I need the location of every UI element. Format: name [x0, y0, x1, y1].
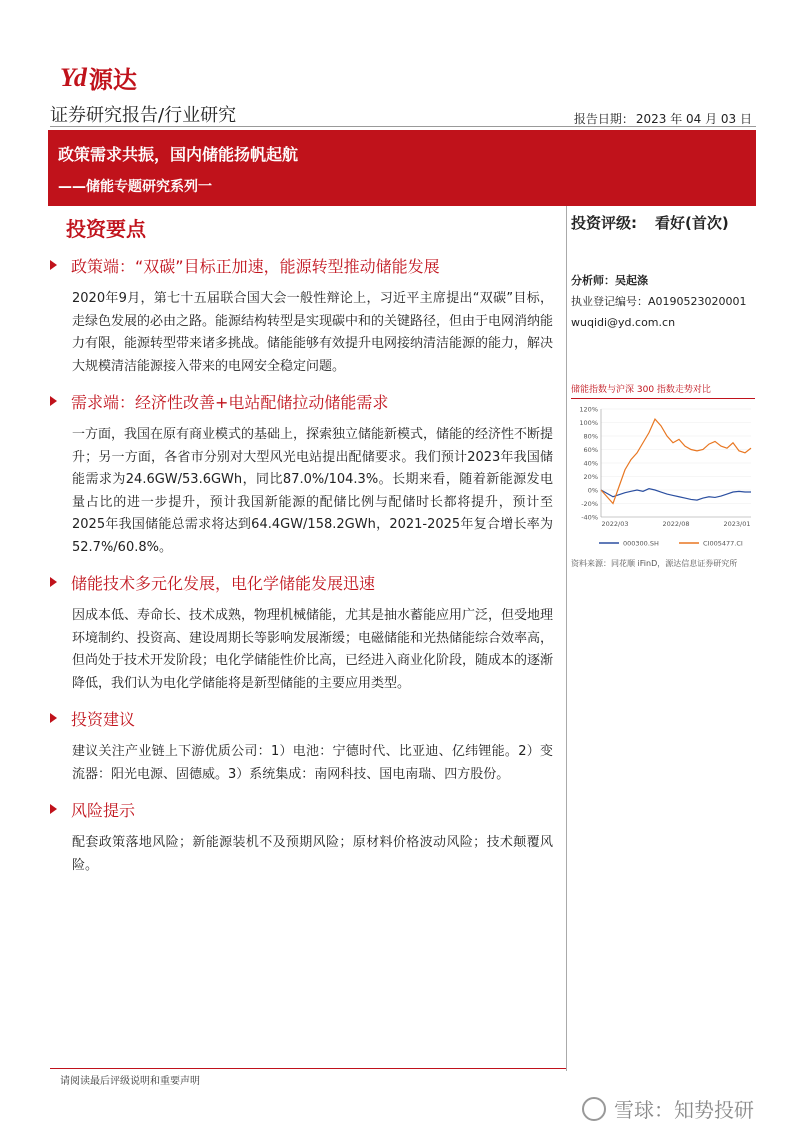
y-tick-label: -20%: [581, 500, 598, 508]
chart-plot: [571, 399, 755, 559]
legend-label: 000300.SH: [623, 539, 659, 548]
arrow-bullet-icon: [50, 577, 57, 587]
title-banner: [48, 130, 756, 206]
analyst-email: wuqidi@yd.com.cn: [571, 316, 676, 329]
y-tick-label: 20%: [583, 473, 598, 481]
key-point-title: [48, 386, 553, 416]
key-point-title: [48, 703, 553, 733]
series-line-1: [601, 489, 751, 500]
header-divider: [50, 126, 756, 127]
logo-text: 源达: [88, 66, 137, 94]
index-comparison-chart: [571, 382, 755, 567]
key-point-title: [48, 250, 553, 280]
analyst-license: 执业登记编号：A0190523020001: [571, 295, 747, 308]
analyst-line: [571, 270, 747, 291]
chart-source: 资料来源：同花顺 iFinD，源达信息证券研究所: [571, 559, 738, 568]
series-line-2: [601, 419, 751, 503]
key-point-body: 配套政策落地风险；新能源装机不及预期风险；原材料价格波动风险；技术颠覆风险。: [72, 835, 553, 873]
y-tick-label: 0%: [587, 486, 598, 495]
key-point-title-text: 投资建议: [71, 709, 136, 729]
rating-value: 看好(首次): [655, 214, 729, 232]
report-date-value: 2023 年 04 月 03 日: [635, 112, 752, 126]
key-point-item: [48, 386, 553, 559]
footer-divider: [50, 1068, 566, 1069]
key-point-body: 2020年9月，第七十五届联合国大会一般性辩论上，习近平主席提出“双碳”目标，走绿色发展的必由之路。能源结构转型是实现碳中和的关键路径，但由于电网消纳能力有限，能源转型带来诸多挑战。储能能够有效提升电网接纳清洁能源的能力，解决大规模清洁能源接入带来的电网安全稳定问题。: [72, 291, 554, 374]
column-divider: [566, 206, 567, 1071]
y-tick-label: 40%: [583, 459, 598, 468]
chart-title: 储能指数与沪深 300 指数走势对比: [571, 385, 711, 395]
x-tick-label: 2022/08: [662, 520, 690, 528]
key-point-body: 建议关注产业链上下游优质公司：1）电池：宁德时代、比亚迪、亿纬锂能。2）变流器：阳光电源、固德威。3）系统集成：南网科技、国电南瑞、四方股份。: [72, 744, 553, 782]
key-point-body: 因成本低、寿命长、技术成熟，物理机械储能，尤其是抽水蓄能应用广泛，但受地理环境制约、投资高、建设周期长等影响发展渐缓；电磁储能和光热储能综合效率高，但尚处于技术开发阶段；电化学储能性价比高，已经进入商业化阶段，随成本的逐渐降低，我们认为电化学储能将是新型储能的主要应用类型。: [72, 608, 554, 691]
arrow-bullet-icon: [50, 396, 57, 406]
watermark-text: 雪球：知势投研: [614, 1098, 754, 1122]
footer-note: 请阅读最后评级说明和重要声明: [60, 1076, 200, 1087]
section-heading: 投资要点: [66, 217, 146, 241]
snowball-icon: [582, 1097, 606, 1121]
key-point-title-text: 需求端：经济性改善+电站配储拉动储能需求: [71, 392, 389, 412]
arrow-bullet-icon: [50, 260, 57, 270]
key-point-title: [48, 567, 553, 597]
analyst-info: [571, 270, 747, 333]
arrow-bullet-icon: [50, 713, 57, 723]
y-tick-label: 60%: [583, 446, 598, 454]
legend-label: CI005477.CI: [703, 539, 743, 548]
arrow-bullet-icon: [50, 804, 57, 814]
company-logo: [60, 60, 137, 95]
y-tick-label: 80%: [583, 432, 598, 441]
key-point-item: [48, 703, 553, 786]
key-point-item: [48, 250, 553, 378]
key-point-item: [48, 567, 553, 695]
y-tick-label: 100%: [579, 419, 598, 427]
investment-rating: [571, 212, 729, 233]
report-date-label: 报告日期：: [573, 112, 634, 126]
analyst-name: 吴起涤: [615, 274, 648, 287]
report-type: 证券研究报告/行业研究: [50, 105, 237, 126]
logo-mark: Yd: [60, 62, 85, 92]
y-tick-label: -40%: [581, 513, 598, 522]
x-tick-label: 2022/03: [601, 520, 629, 528]
analyst-label: 分析师：: [571, 274, 615, 287]
key-point-title-text: 储能技术多元化发展，电化学储能发展迅速: [71, 573, 376, 593]
y-tick-label: 120%: [579, 405, 598, 414]
watermark: [582, 1094, 754, 1123]
key-point-body: 一方面，我国在原有商业模式的基础上，探索独立储能新模式，储能的经济性不断提升；另一方面，各省市分别对大型风光电站提出配储要求。我们预计2023年我国储能需求为24.6GW/53.6GWh，同比87.0%/104.3%。长期来看，随着新能源发电量占比的进一步提升，预计我国新能源的配储比例与配储时长都将提升，预计至2025年我国储能总需求将达到64.4GW/158.2GWh，2021-2025年复合增长率为52.7%/60.8%。: [72, 427, 554, 555]
key-point-title-text: 政策端：“双碳”目标正加速，能源转型推动储能发展: [71, 256, 440, 276]
key-point-title-text: 风险提示: [71, 800, 136, 820]
x-tick-label: 2023/01: [723, 520, 751, 528]
rating-label: 投资评级:: [571, 214, 637, 232]
report-date: [572, 110, 752, 127]
report-title: 政策需求共振，国内储能扬帆起航: [58, 145, 299, 164]
key-point-item: [48, 794, 553, 877]
key-points: [48, 250, 553, 885]
key-point-title: [48, 794, 553, 824]
report-subtitle: ——储能专题研究系列一: [58, 179, 212, 195]
